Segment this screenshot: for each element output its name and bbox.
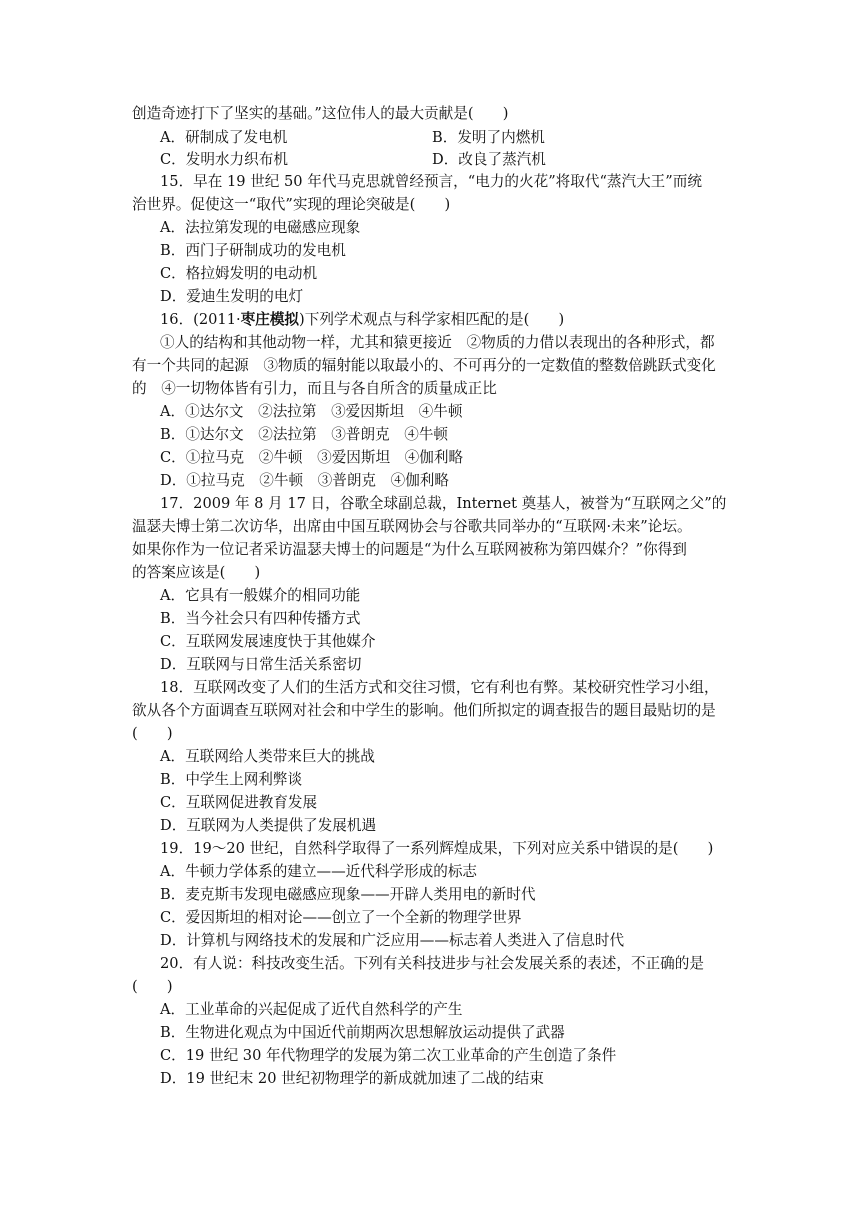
q18-stem-line-2: 欲从各个方面调查互联网对社会和中学生的影响。他们所拟定的调查报告的题目最贴切的是 (132, 702, 716, 719)
q20-option-b: B．生物进化观点为中国近代前期两次思想解放运动提供了武器 (160, 1024, 565, 1041)
q16-option-a: A．①达尔文 ②法拉第 ③爱因斯坦 ④牛顿 (160, 403, 463, 420)
q18-stem-line-1: 18．互联网改变了人们的生活方式和交往习惯，它有利也有弊。某校研究性学习小组， (160, 679, 719, 696)
q17-option-b: B．当今社会只有四种传播方式 (160, 610, 361, 627)
q15-option-c: C．格拉姆发明的电动机 (160, 265, 318, 282)
q14-option-c: C．发明水力织布机 (160, 151, 288, 168)
q15-stem-line-2: 治世界。促使这一“取代”实现的理论突破是( ) (132, 196, 451, 213)
q18-option-a: A．互联网给人类带来巨大的挑战 (160, 748, 375, 765)
q19-option-c: C．爱因斯坦的相对论——创立了一个全新的物理学世界 (160, 909, 522, 926)
q18-option-c: C．互联网促进教育发展 (160, 794, 318, 811)
q17-option-c: C．互联网发展速度快于其他媒介 (160, 633, 376, 650)
q19-option-d: D．计算机与网络技术的发展和广泛应用——标志着人类进入了信息时代 (160, 932, 625, 949)
q14-stem: 创造奇迹打下了坚实的基础。”这位伟人的最大贡献是( ) (132, 105, 509, 122)
q15-option-b: B．西门子研制成功的发电机 (160, 242, 346, 259)
q14-option-d: D．改良了蒸汽机 (432, 151, 546, 168)
q17-option-a: A．它具有一般媒介的相同功能 (160, 587, 361, 604)
q14-option-b: B．发明了内燃机 (432, 129, 545, 146)
q19-option-b: B．麦克斯韦发现电磁感应现象——开辟人类用电的新时代 (160, 886, 536, 903)
q14-option-a: A．研制成了发电机 (160, 129, 288, 146)
q20-option-c: C．19 世纪 30 年代物理学的发展为第二次工业革命的产生创造了条件 (160, 1047, 617, 1064)
q20-stem-line-1: 20．有人说：科技改变生活。下列有关科技进步与社会发展关系的表述，不正确的是 (160, 955, 704, 972)
q17-stem-line-2: 温瑟夫博士第二次访华，出席由中国互联网协会与谷歌共同举办的“互联网·未来”论坛。 (132, 518, 692, 535)
q20-option-d: D．19 世纪末 20 世纪初物理学的新成就加速了二战的结束 (160, 1070, 544, 1087)
q18-stem-line-3: ( ) (132, 725, 173, 742)
q16-option-c: C．①拉马克 ②牛顿 ③爱因斯坦 ④伽利略 (160, 449, 464, 466)
q16-stem-text: )下列学术观点与科学家相匹配的是( ) (299, 311, 565, 328)
q19-stem-line-1: 19．19～20 世纪，自然科学取得了一系列辉煌成果，下列对应关系中错误的是( ) (160, 840, 714, 857)
q18-option-b: B．中学生上网利弊谈 (160, 771, 303, 788)
q20-stem-line-2: ( ) (132, 978, 173, 995)
q16-option-d: D．①拉马克 ②牛顿 ③普朗克 ④伽利略 (160, 472, 449, 489)
q20-option-a: A．工业革命的兴起促成了近代自然科学的产生 (160, 1001, 463, 1018)
q16-stem (160, 309, 564, 331)
q16-option-b: B．①达尔文 ②法拉第 ③普朗克 ④牛顿 (160, 426, 449, 443)
q17-stem-line-1: 17．2009 年 8 月 17 日，谷歌全球副总裁，Internet 奠基人，被誉为“互联网之父”的 (160, 495, 727, 512)
q16-source: 枣庄模拟 (240, 311, 300, 328)
q15-stem-line-1: 15．早在 19 世纪 50 年代马克思就曾经预言，“电力的火花”将取代“蒸汽大王”而统 (160, 173, 702, 190)
q17-option-d: D．互联网与日常生活关系密切 (160, 656, 362, 673)
q17-stem-line-4: 的答案应该是( ) (132, 564, 261, 581)
q17-stem-line-3: 如果你作为一位记者采访温瑟夫博士的问题是“为什么互联网被称为第四媒介？”你得到 (132, 541, 687, 558)
q18-option-d: D．互联网为人类提供了发展机遇 (160, 817, 377, 834)
q15-option-d: D．爱迪生发明的电灯 (160, 288, 304, 305)
q19-option-a: A．牛顿力学体系的建立——近代科学形成的标志 (160, 863, 478, 880)
q16-item-line-2: 有一个共同的起源 ③物质的辐射能以取最小的、不可再分的一定数值的整数倍跳跃式变化 (132, 357, 716, 374)
q16-number: 16．(2011· (160, 311, 241, 328)
q15-option-a: A．法拉第发现的电磁感应现象 (160, 219, 361, 236)
q16-item-line-1: ①人的结构和其他动物一样，尤其和猿更接近 ②物质的力借以表现出的各种形式，都 (160, 334, 715, 351)
q16-item-line-3: 的 ④一切物体皆有引力，而且与各自所含的质量成正比 (132, 380, 497, 397)
